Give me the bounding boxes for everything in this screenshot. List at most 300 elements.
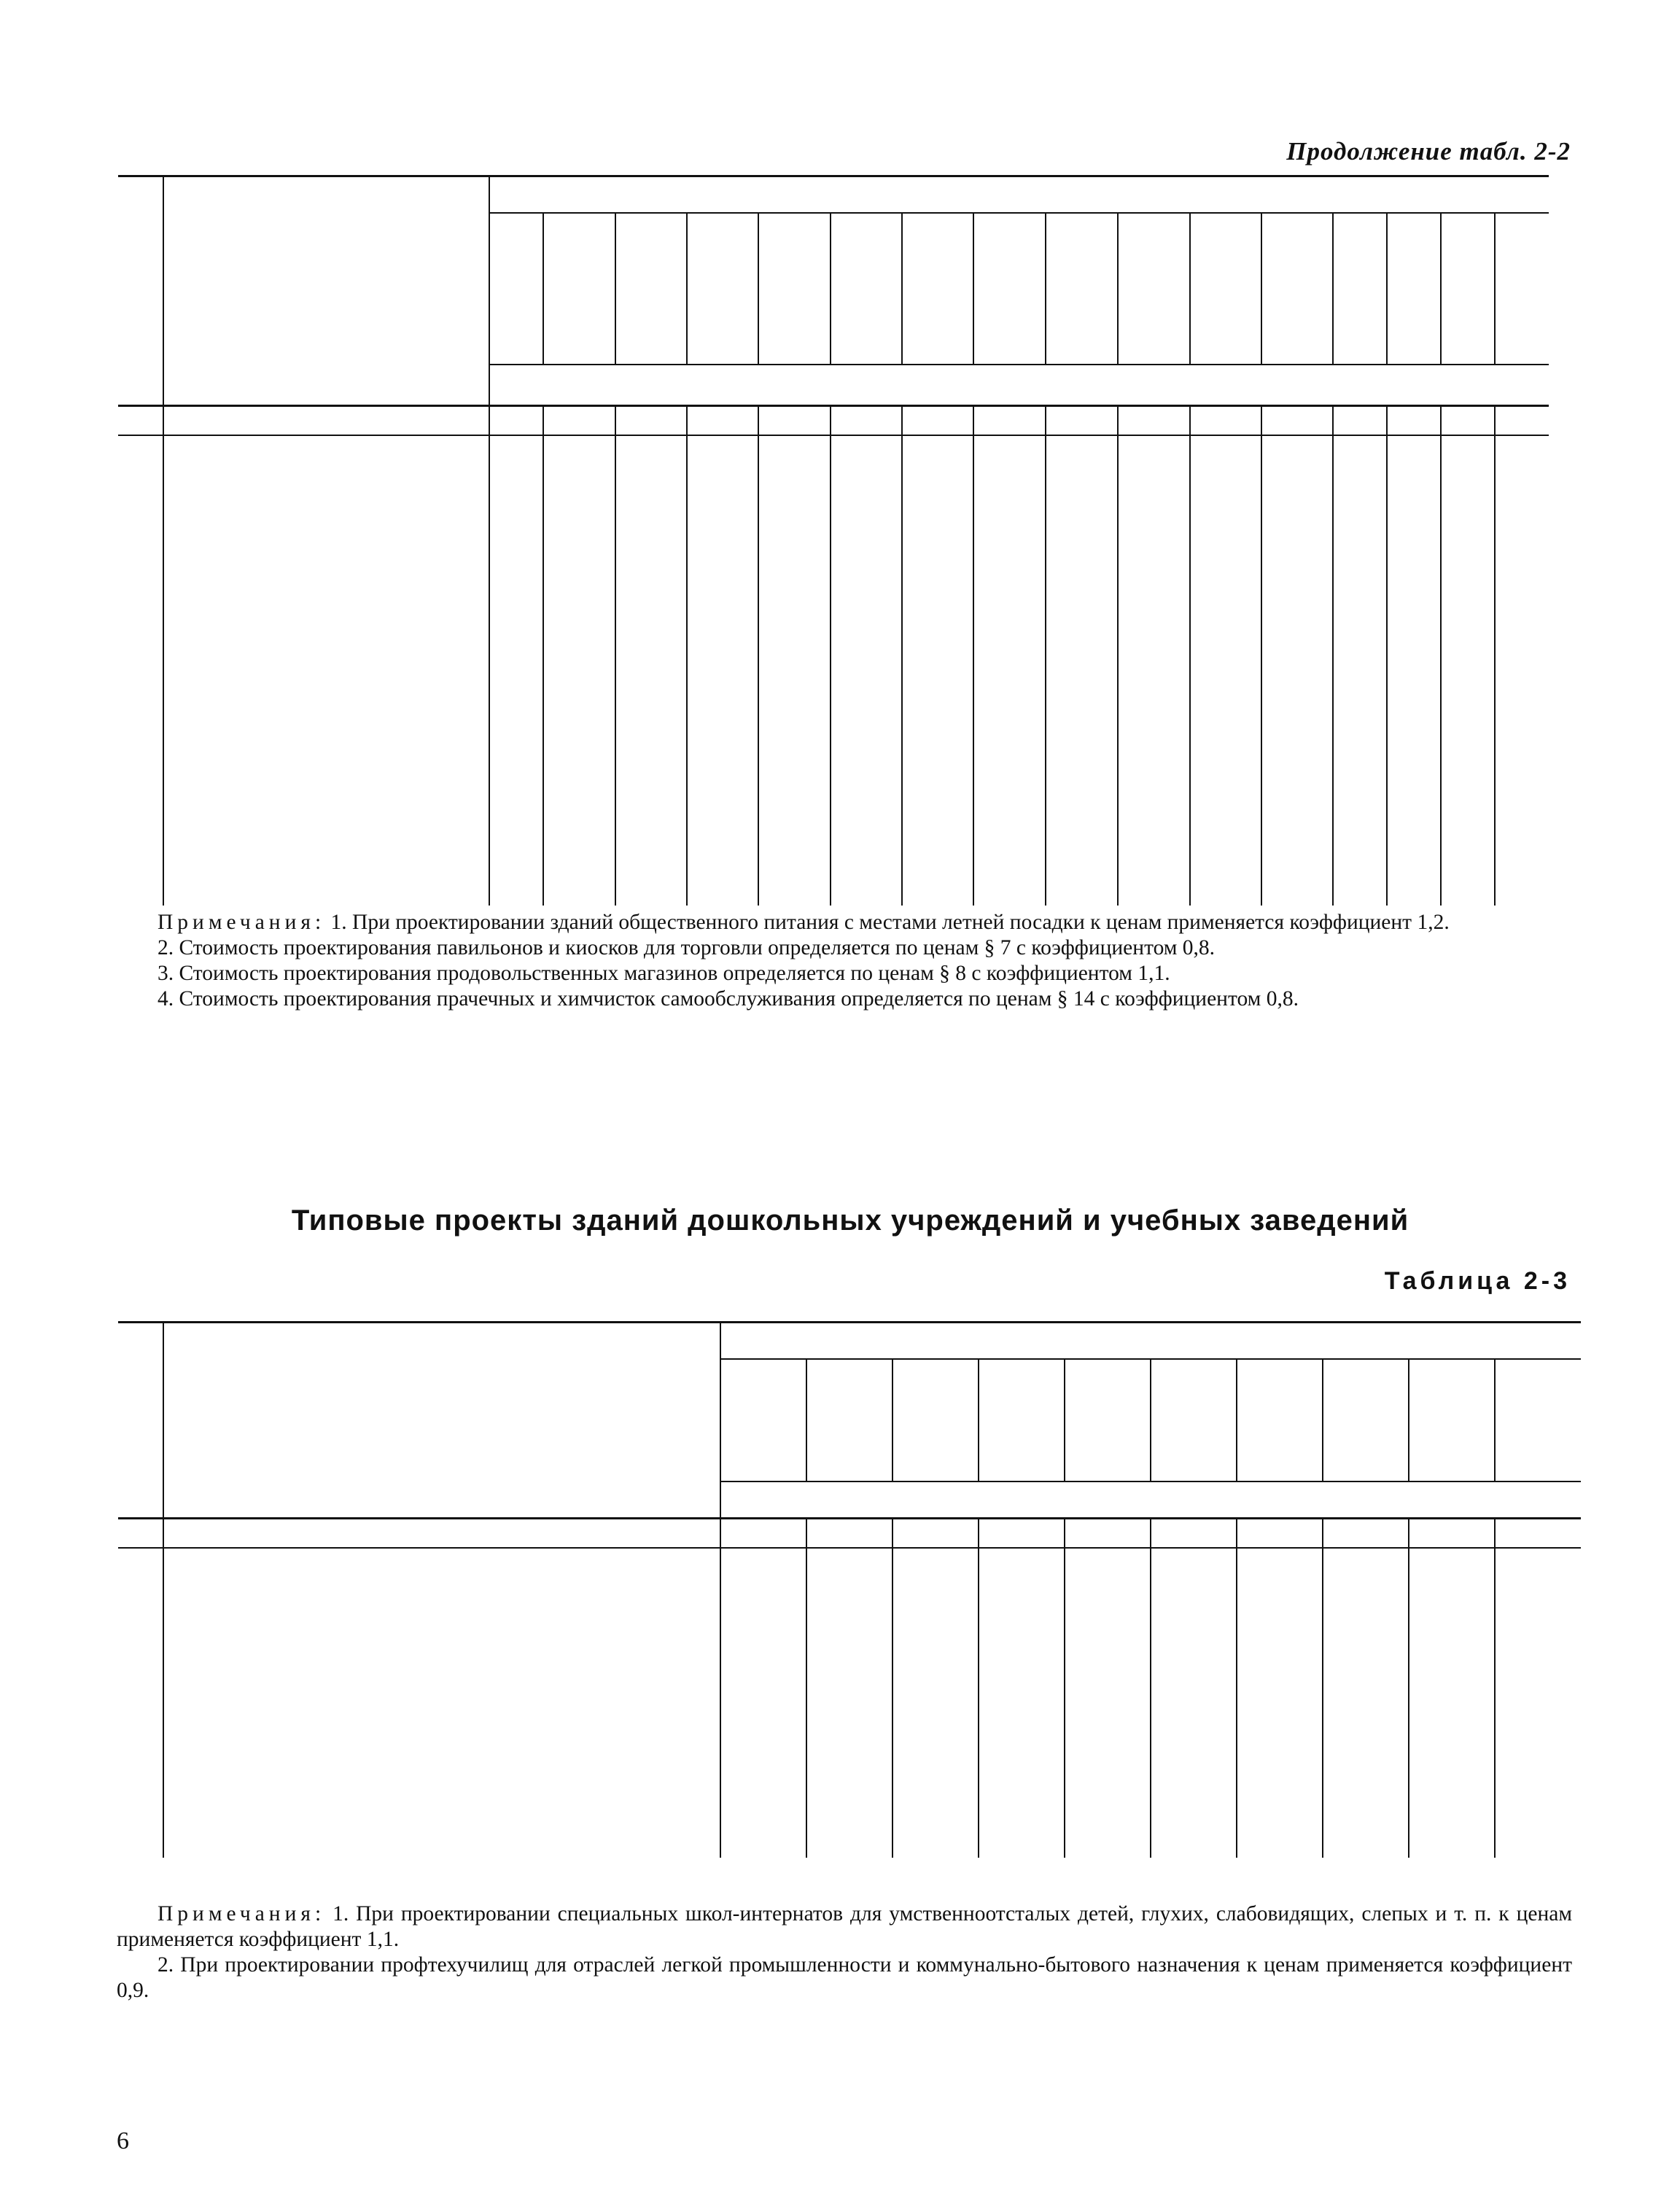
range-header <box>1495 213 1549 365</box>
row-section <box>118 1689 163 1741</box>
range-header <box>489 213 543 365</box>
row-value <box>979 1689 1065 1741</box>
row-name <box>163 620 489 647</box>
row-value <box>1495 1689 1581 1741</box>
spacer-row <box>118 1820 1581 1858</box>
row-value <box>1495 672 1549 698</box>
row-value <box>758 854 831 880</box>
row-value <box>1495 828 1549 854</box>
column-number <box>687 406 758 436</box>
row-value <box>1190 672 1261 698</box>
table-row <box>118 776 1549 828</box>
row-value <box>687 569 758 620</box>
table-row <box>118 1689 1581 1741</box>
note-lead: Примечания: <box>158 911 326 934</box>
column-number <box>1190 406 1261 436</box>
spacer-cell <box>1118 435 1190 465</box>
row-value <box>1323 1636 1409 1689</box>
row-value <box>1387 776 1441 828</box>
row-value <box>902 517 973 569</box>
column-number <box>831 406 902 436</box>
spacer-cell <box>831 879 902 906</box>
row-value <box>543 828 615 854</box>
row-value <box>1261 828 1333 854</box>
row-value <box>687 620 758 647</box>
row-value <box>1261 854 1333 880</box>
row-value <box>973 647 1046 673</box>
row-section <box>118 465 163 517</box>
row-value <box>902 647 973 673</box>
spacer-cell <box>758 879 831 906</box>
row-value <box>1151 1584 1237 1636</box>
range-header <box>1333 213 1387 365</box>
name-header <box>163 1323 720 1519</box>
row-name <box>163 1741 720 1794</box>
row-value <box>1151 1741 1237 1794</box>
row-value <box>489 672 543 698</box>
column-number-row <box>118 1519 1581 1549</box>
row-name <box>163 517 489 569</box>
row-value <box>1495 1741 1581 1794</box>
column-number <box>1409 1519 1495 1549</box>
row-value <box>687 854 758 880</box>
spacer-cell <box>1151 1820 1237 1858</box>
note <box>117 935 1572 961</box>
table-row <box>118 854 1549 880</box>
spacer-cell <box>1409 1820 1495 1858</box>
spacer-cell <box>118 435 163 465</box>
spacer-cell <box>720 1820 806 1858</box>
column-number <box>1046 406 1118 436</box>
spacer-cell <box>489 879 543 906</box>
row-value <box>489 465 543 517</box>
note-text: 1. При проектировании специальных школ-интернатов для умственноотсталых детей, глухих, слабовидящих, слепых и т. п. к ценам применяется коэффициент 1,1. <box>117 1902 1572 1951</box>
note-lead: Примечания: <box>158 1902 326 1926</box>
spacer-row <box>118 1548 1581 1584</box>
spacer-cell <box>118 1820 163 1858</box>
row-value <box>1441 828 1495 854</box>
row-value <box>831 672 902 698</box>
table-row <box>118 569 1549 620</box>
row-value <box>806 1584 892 1636</box>
spacer-cell <box>831 435 902 465</box>
row-value <box>1118 828 1190 854</box>
row-section <box>118 1794 163 1820</box>
column-number <box>489 406 543 436</box>
row-section <box>118 647 163 673</box>
column-number <box>1323 1519 1409 1549</box>
row-value <box>1190 647 1261 673</box>
row-value <box>758 465 831 517</box>
spacer-cell <box>973 435 1046 465</box>
row-value <box>720 1584 806 1636</box>
row-value <box>1495 1584 1581 1636</box>
note <box>117 1901 1572 1952</box>
column-number <box>1151 1519 1237 1549</box>
row-value <box>1333 517 1387 569</box>
row-value <box>1151 1794 1237 1820</box>
row-value <box>1441 698 1495 776</box>
table-row <box>118 672 1549 698</box>
row-name-line <box>168 672 489 698</box>
row-name-line <box>168 595 489 621</box>
column-number <box>1387 406 1441 436</box>
spacer-cell <box>758 435 831 465</box>
row-value <box>902 569 973 620</box>
spacer-cell <box>1387 435 1441 465</box>
row-value <box>687 647 758 673</box>
column-number <box>1495 406 1549 436</box>
range-header <box>615 213 687 365</box>
row-value <box>758 647 831 673</box>
table-2-3-notes <box>117 1901 1572 2004</box>
row-name-line <box>168 1584 720 1610</box>
spacer-cell <box>1046 435 1118 465</box>
row-value <box>489 828 543 854</box>
row-section <box>118 828 163 854</box>
row-value <box>979 1794 1065 1820</box>
row-value <box>1333 828 1387 854</box>
column-number <box>758 406 831 436</box>
row-value <box>687 465 758 517</box>
table-label: Таблица 2-3 <box>1384 1267 1571 1295</box>
spacer-cell <box>806 1820 892 1858</box>
row-value <box>1046 698 1118 776</box>
row-name-line <box>168 1689 720 1715</box>
spacer-cell <box>1495 435 1549 465</box>
row-value <box>1441 465 1495 517</box>
row-value <box>543 672 615 698</box>
row-value <box>1495 569 1549 620</box>
row-value <box>902 698 973 776</box>
note-text: 2. Стоимость проектирования павильонов и киосков для торговли определяется по ценам § 7 с коэффициентом 0,8. <box>158 936 1216 959</box>
row-value <box>892 1636 979 1689</box>
row-name-line <box>168 828 489 854</box>
table-2-3 <box>118 1321 1581 1858</box>
row-value <box>720 1636 806 1689</box>
row-value <box>489 517 543 569</box>
header-row <box>118 1323 1581 1360</box>
range-header <box>1118 213 1190 365</box>
note-text: 1. При проектировании зданий общественного питания с местами летней посадки к ценам применяется коэффициент 1,2. <box>325 911 1450 934</box>
spacer-cell <box>902 435 973 465</box>
row-value <box>1046 517 1118 569</box>
spacer-cell <box>1441 435 1495 465</box>
row-value <box>687 698 758 776</box>
spacer-cell <box>118 879 163 906</box>
row-value <box>1495 647 1549 673</box>
section-header <box>118 1323 163 1519</box>
row-value <box>1261 672 1333 698</box>
row-value <box>831 465 902 517</box>
row-value <box>1151 1636 1237 1689</box>
row-value <box>1495 1636 1581 1689</box>
row-name-line <box>168 1767 720 1794</box>
row-value <box>1387 465 1441 517</box>
spacer-cell <box>1190 435 1261 465</box>
row-value <box>1323 1689 1409 1741</box>
row-value <box>979 1584 1065 1636</box>
column-number <box>902 406 973 436</box>
spacer-cell <box>902 879 973 906</box>
row-value <box>1118 517 1190 569</box>
spacer-cell <box>163 879 489 906</box>
row-section <box>118 1741 163 1794</box>
row-value <box>1441 517 1495 569</box>
table-2-2-notes <box>117 910 1572 1012</box>
spacer-cell <box>1261 435 1333 465</box>
spacer-cell <box>1323 1548 1409 1584</box>
row-name-line <box>168 647 489 673</box>
spacer-cell <box>892 1548 979 1584</box>
row-value <box>615 517 687 569</box>
row-value <box>1387 698 1441 776</box>
row-value <box>1046 569 1118 620</box>
row-value <box>1237 1689 1323 1741</box>
row-value <box>1261 517 1333 569</box>
row-value <box>1333 465 1387 517</box>
row-value <box>615 854 687 880</box>
row-value <box>1046 854 1118 880</box>
row-value <box>1495 776 1549 828</box>
row-value <box>758 569 831 620</box>
row-name <box>163 465 489 517</box>
row-value <box>1495 1794 1581 1820</box>
row-name-line <box>168 1794 720 1820</box>
row-value <box>892 1741 979 1794</box>
note <box>117 961 1572 986</box>
row-value <box>1441 647 1495 673</box>
range-header <box>806 1359 892 1481</box>
row-section <box>118 517 163 569</box>
row-value <box>615 647 687 673</box>
row-value <box>1237 1636 1323 1689</box>
spacer-cell <box>615 879 687 906</box>
spacer-cell <box>163 1548 720 1584</box>
spacer-cell <box>892 1820 979 1858</box>
row-value <box>543 620 615 647</box>
row-value <box>1409 1636 1495 1689</box>
table-row <box>118 465 1549 517</box>
row-value <box>489 854 543 880</box>
section-header <box>118 176 163 406</box>
row-value <box>902 672 973 698</box>
row-value <box>973 620 1046 647</box>
row-value <box>1065 1741 1151 1794</box>
row-section <box>118 620 163 647</box>
row-value <box>1046 647 1118 673</box>
section-title: Типовые проекты зданий дошкольных учреждений и учебных заведений <box>291 1204 1409 1237</box>
column-number <box>1441 406 1495 436</box>
row-value <box>543 465 615 517</box>
row-value <box>1046 620 1118 647</box>
row-value <box>902 828 973 854</box>
row-value <box>1261 465 1333 517</box>
column-number <box>806 1519 892 1549</box>
table-row <box>118 828 1549 854</box>
name-header <box>163 176 489 406</box>
table-row <box>118 698 1549 776</box>
table-row <box>118 1636 1581 1689</box>
row-value <box>1118 698 1190 776</box>
row-name <box>163 1689 720 1741</box>
row-value <box>758 776 831 828</box>
row-value <box>1333 569 1387 620</box>
row-value <box>1441 672 1495 698</box>
row-value <box>543 698 615 776</box>
column-number <box>892 1519 979 1549</box>
column-number <box>979 1519 1065 1549</box>
row-value <box>687 672 758 698</box>
spacer-cell <box>979 1548 1065 1584</box>
row-value <box>973 569 1046 620</box>
row-value <box>1046 465 1118 517</box>
row-value <box>892 1584 979 1636</box>
row-value <box>973 828 1046 854</box>
row-name-line <box>168 1715 720 1741</box>
row-name <box>163 1636 720 1689</box>
row-value <box>1237 1794 1323 1820</box>
row-name <box>163 854 489 880</box>
column-number <box>1261 406 1333 436</box>
row-value <box>1261 569 1333 620</box>
spacer-row <box>118 879 1549 906</box>
row-name-line <box>168 776 489 802</box>
row-value <box>806 1636 892 1689</box>
range-header <box>1409 1359 1495 1481</box>
column-number <box>615 406 687 436</box>
row-section <box>118 698 163 776</box>
row-name-line <box>168 802 489 828</box>
row-value <box>831 517 902 569</box>
row-value <box>543 517 615 569</box>
range-header <box>1323 1359 1409 1481</box>
row-value <box>973 517 1046 569</box>
row-value <box>720 1741 806 1794</box>
row-value <box>1118 854 1190 880</box>
spacer-cell <box>1333 435 1387 465</box>
row-value <box>902 620 973 647</box>
row-value <box>758 517 831 569</box>
row-name-line <box>168 1741 720 1767</box>
spacer-cell <box>543 435 615 465</box>
column-number <box>1237 1519 1323 1549</box>
row-value <box>758 620 831 647</box>
row-value <box>1046 776 1118 828</box>
row-value <box>1441 569 1495 620</box>
range-header <box>1190 213 1261 365</box>
range-header <box>1261 213 1333 365</box>
row-value <box>1190 698 1261 776</box>
range-header <box>902 213 973 365</box>
spacer-cell <box>979 1820 1065 1858</box>
spacer-cell <box>615 435 687 465</box>
range-header <box>1151 1359 1237 1481</box>
row-value <box>973 465 1046 517</box>
row-name-line <box>168 465 489 491</box>
row-value <box>615 569 687 620</box>
row-value <box>1190 828 1261 854</box>
row-value <box>489 620 543 647</box>
row-value <box>1495 465 1549 517</box>
row-value <box>831 828 902 854</box>
spacer-cell <box>1495 879 1549 906</box>
row-name <box>163 672 489 698</box>
row-value <box>973 776 1046 828</box>
spacer-cell <box>543 879 615 906</box>
spacer-cell <box>1190 879 1261 906</box>
row-name-line <box>168 491 489 518</box>
row-value <box>1065 1636 1151 1689</box>
row-section <box>118 672 163 698</box>
row-value <box>1495 517 1549 569</box>
header-row <box>118 176 1549 214</box>
row-value <box>720 1794 806 1820</box>
note-text: 3. Стоимость проектирования продовольственных магазинов определяется по ценам § 8 с коэффициентом 1,1. <box>158 962 1170 985</box>
column-number <box>1065 1519 1151 1549</box>
row-value <box>892 1689 979 1741</box>
row-value <box>892 1794 979 1820</box>
row-value <box>1190 854 1261 880</box>
spacer-cell <box>687 879 758 906</box>
column-number <box>1333 406 1387 436</box>
row-section <box>118 1636 163 1689</box>
row-value <box>1495 698 1549 776</box>
row-value <box>1387 854 1441 880</box>
row-value <box>1387 517 1441 569</box>
row-value <box>1065 1794 1151 1820</box>
row-value <box>831 854 902 880</box>
row-value <box>1118 569 1190 620</box>
row-value <box>902 776 973 828</box>
row-value <box>1118 672 1190 698</box>
range-header <box>687 213 758 365</box>
spacer-cell <box>1495 1548 1581 1584</box>
spacer-cell <box>806 1548 892 1584</box>
row-value <box>1441 620 1495 647</box>
row-value <box>1261 776 1333 828</box>
spacer-cell <box>1409 1548 1495 1584</box>
spacer-cell <box>1387 879 1441 906</box>
row-value <box>1333 854 1387 880</box>
row-value <box>1065 1584 1151 1636</box>
table-row <box>118 647 1549 673</box>
row-value <box>1261 647 1333 673</box>
column-number <box>163 406 489 436</box>
range-header <box>1441 213 1495 365</box>
spacer-cell <box>118 1548 163 1584</box>
row-value <box>1118 776 1190 828</box>
row-value <box>1046 672 1118 698</box>
row-value <box>806 1689 892 1741</box>
row-value <box>831 620 902 647</box>
row-value <box>489 776 543 828</box>
row-name-line <box>168 698 489 725</box>
row-value <box>1387 647 1441 673</box>
row-value <box>1323 1794 1409 1820</box>
row-value <box>615 698 687 776</box>
row-value <box>806 1741 892 1794</box>
row-name <box>163 647 489 673</box>
table-row <box>118 1741 1581 1794</box>
row-value <box>973 672 1046 698</box>
row-name <box>163 776 489 828</box>
row-name <box>163 1794 720 1820</box>
spacer-cell <box>1333 879 1387 906</box>
row-value <box>489 569 543 620</box>
row-value <box>1333 698 1387 776</box>
row-value <box>1118 647 1190 673</box>
